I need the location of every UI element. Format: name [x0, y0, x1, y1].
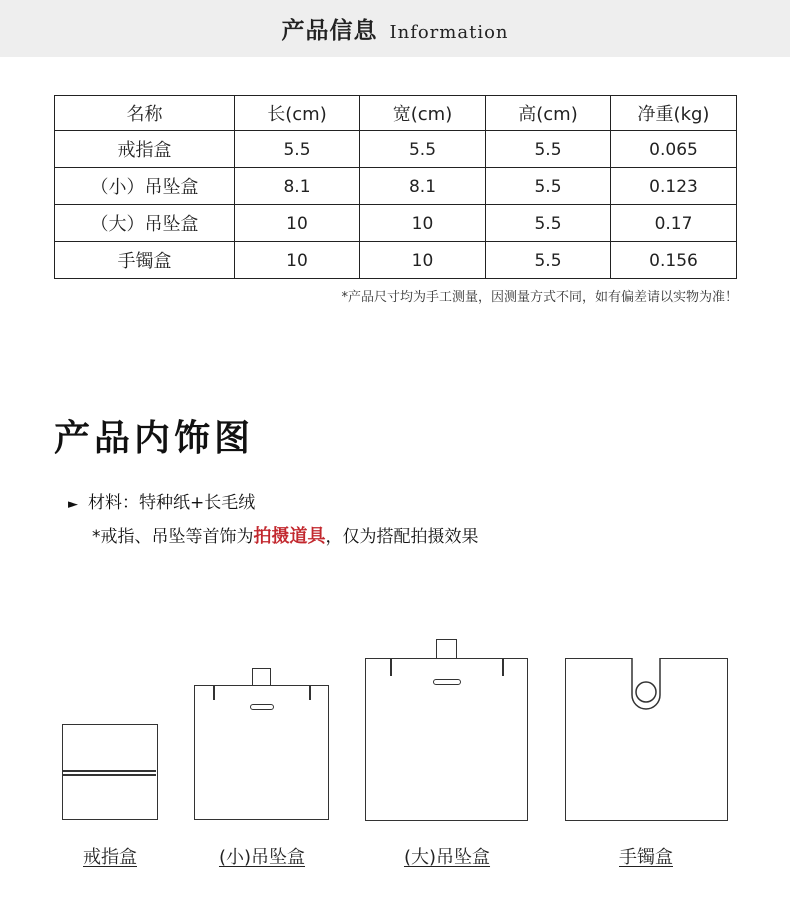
table-row: [55, 242, 737, 279]
prop-suffix: ，仅为搭配拍摄效果: [325, 527, 479, 547]
cell-name: 戒指盒: [55, 131, 235, 168]
prop-disclaimer: [92, 522, 479, 548]
cell-height: 5.5: [486, 168, 611, 205]
column-header-weight: 净重(kg): [611, 96, 737, 131]
ring-box-slit-bottom: [63, 774, 156, 776]
column-header-length: 长(cm): [235, 96, 360, 131]
small-pendant-corner-right: [309, 686, 311, 700]
large-pendant-slot: [433, 679, 461, 685]
small-pendant-box-diagram: [194, 685, 329, 820]
cell-length: 10: [235, 205, 360, 242]
header-title-en: Information: [389, 22, 509, 43]
cell-width: 8.1: [360, 168, 486, 205]
cell-height: 5.5: [486, 131, 611, 168]
section-title: 产品内饰图: [54, 418, 255, 459]
table-header-row: [55, 96, 737, 131]
cell-width: 5.5: [360, 131, 486, 168]
large-pendant-hanger-tab: [436, 639, 457, 660]
cell-length: 5.5: [235, 131, 360, 168]
small-pendant-slot: [250, 704, 274, 710]
cell-weight: 0.065: [611, 131, 737, 168]
column-header-width: 宽(cm): [360, 96, 486, 131]
cell-weight: 0.156: [611, 242, 737, 279]
large-pendant-corner-left: [390, 659, 392, 676]
bracelet-box-caption: 手镯盒: [619, 847, 673, 868]
large-pendant-box-diagram: [365, 658, 528, 821]
small-pendant-box-caption: (小)吊坠盒: [218, 847, 306, 868]
cell-name: 手镯盒: [55, 242, 235, 279]
material-text: 材料：特种纸+长毛绒: [88, 493, 256, 513]
cell-weight: 0.17: [611, 205, 737, 242]
cell-height: 5.5: [486, 242, 611, 279]
ring-box-caption: 戒指盒: [83, 847, 137, 868]
arrow-right-icon: ►: [68, 497, 78, 512]
table-row: [55, 131, 737, 168]
spec-table: [54, 95, 737, 279]
prop-highlight: 拍摄道具: [253, 526, 326, 547]
column-header-height: 高(cm): [486, 96, 611, 131]
cell-length: 10: [235, 242, 360, 279]
material-line: [68, 488, 255, 513]
large-pendant-corner-right: [502, 659, 504, 676]
measurement-footnote: *产品尺寸均为手工测量，因测量方式不同，如有偏差请以实物为准！: [341, 290, 738, 305]
table-row: [55, 205, 737, 242]
cell-width: 10: [360, 205, 486, 242]
bracelet-box-diagram: [565, 658, 728, 821]
small-pendant-corner-left: [213, 686, 215, 700]
prop-prefix: *戒指、吊坠等首饰为: [92, 527, 254, 547]
cell-weight: 0.123: [611, 168, 737, 205]
cell-height: 5.5: [486, 205, 611, 242]
header-title: [0, 0, 790, 57]
column-header-name: 名称: [55, 96, 235, 131]
cell-length: 8.1: [235, 168, 360, 205]
ring-box-slit-top: [63, 770, 156, 772]
header-title-cn: 产品信息: [281, 18, 378, 44]
large-pendant-box-caption: (大)吊坠盒: [403, 847, 491, 868]
cell-name: （小）吊坠盒: [55, 168, 235, 205]
bracelet-holder-icon: [631, 658, 661, 710]
cell-name: （大）吊坠盒: [55, 205, 235, 242]
cell-width: 10: [360, 242, 486, 279]
ring-box-diagram: [62, 724, 158, 820]
table-row: [55, 168, 737, 205]
